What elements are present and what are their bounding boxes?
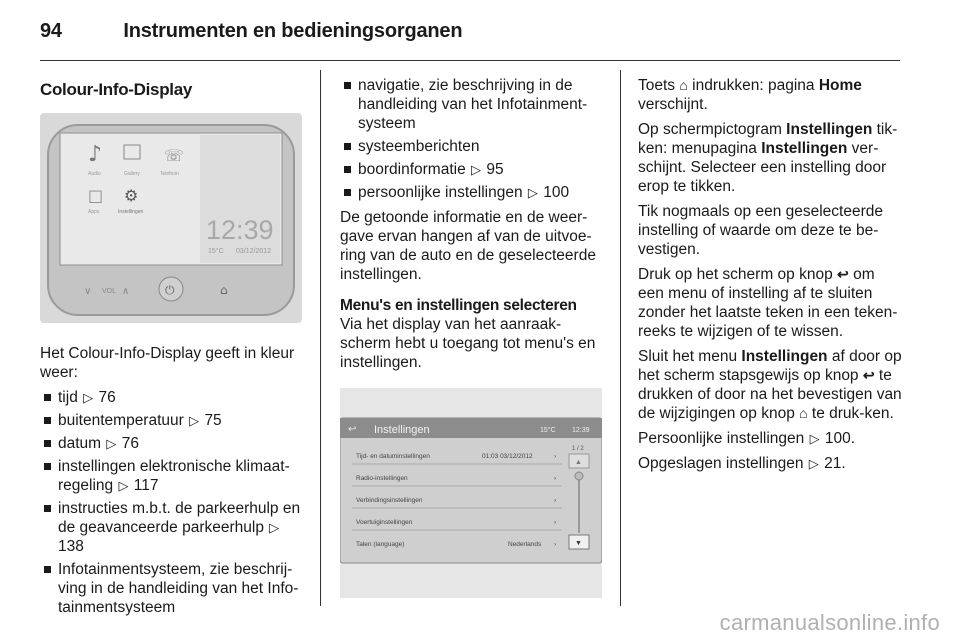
list-item: instructies m.b.t. de parkeerhulp en de geavanceerde parkeerhulp ▷ 138 (40, 499, 302, 556)
ref-arrow-icon: ▷ (808, 456, 819, 471)
column-divider (620, 70, 621, 606)
back-icon: ↩ (837, 266, 849, 282)
column-1 (40, 76, 302, 623)
ref-arrow-icon: ▷ (269, 520, 280, 535)
back-icon: ↩ (348, 424, 357, 435)
paragraph: Op schermpictogram Instellingen tik-ken: menupagina Instellingen ver-schijnt. Selecteer een instelling door erop te tikken. (638, 121, 898, 195)
screen-row-label: Radio-instellingen (356, 475, 408, 482)
screen-row-value: 01:03 03/12/2012 (482, 453, 533, 460)
screen-row-value: Nederlands (508, 541, 542, 548)
disp-vol: VOL (102, 288, 117, 295)
disp-date: 03/12/2012 (236, 248, 272, 255)
paragraph: De getoonde informatie en de weer-gave ervan hangen af van de uitvoe-ring van de auto en de geselecteerde instellingen. (340, 209, 596, 283)
power-icon: ⏻ (165, 283, 175, 297)
chevron-right-icon: › (554, 541, 557, 548)
ref-arrow-icon: ▷ (471, 162, 482, 177)
chevron-down-icon: ∨ (84, 286, 92, 297)
scroll-up-icon: ▲ (575, 459, 582, 466)
chevron-right-icon: › (554, 453, 557, 460)
back-icon: ↩ (862, 367, 875, 383)
music-icon: ♪ (88, 142, 103, 167)
intro-text: Het Colour-Info-Display geeft in kleur weer: (40, 345, 295, 381)
list-item: boordinformatie ▷ 95 (340, 160, 602, 179)
screen-temp: 15°C (540, 427, 556, 434)
settings-screen-illustration (340, 388, 602, 598)
screen-page: 1 / 2 (572, 446, 584, 452)
chevron-right-icon: › (554, 475, 557, 482)
home-icon: ⌂ (679, 77, 688, 93)
display-illustration (40, 113, 302, 323)
disp-clock: 12:39 (206, 215, 274, 245)
chevron-right-icon: › (554, 519, 557, 526)
screen-row-label: Verbindingsinstellingen (356, 497, 423, 504)
chapter-title: Instrumenten en bedieningsorganen (123, 20, 463, 42)
watermark: carmanualsonline.info (719, 610, 940, 635)
apps-icon: □ (88, 186, 104, 205)
paragraph: Persoonlijke instellingen ▷ 100. (638, 430, 856, 447)
ref-arrow-icon: ▷ (189, 413, 200, 428)
disp-label-gallery: Gallery (124, 171, 140, 177)
disp-label-audio: Audio (88, 171, 101, 177)
paragraph: Tik nogmaals op een geselecteerde instelling of waarde om deze te be-vestigen. (638, 203, 883, 258)
paragraph: Via het display van het aanraak-scherm hebt u toegang tot menu's en instellingen. (340, 316, 596, 371)
section-title: Colour-Info-Display (40, 80, 193, 99)
paragraph: Toets ⌂ indrukken: pagina Home verschijnt. (638, 77, 862, 113)
paragraph: Sluit het menu Instellingen af door op het scherm stapsgewijs op knop ↩ te drukken of door na het bevestigen van de wijzigingen op knop ⌂ te druk-ken. (638, 348, 902, 422)
info-list-continued (340, 76, 602, 202)
list-item: datum ▷ 76 (40, 434, 302, 453)
disp-label-instellingen: Instellingen (118, 209, 144, 215)
header-rule (40, 60, 900, 61)
gear-icon: ⚙ (124, 186, 139, 205)
home-icon: ⌂ (799, 405, 808, 421)
ref-arrow-icon: ▷ (809, 431, 820, 446)
column-2 (340, 76, 602, 603)
column-divider (320, 70, 321, 606)
paragraph: Opgeslagen instellingen ▷ 21. (638, 455, 846, 472)
list-item: navigatie, zie beschrijving in de handleiding van het Infotainment-systeem (340, 76, 602, 133)
home-icon: ⌂ (220, 283, 228, 297)
ref-arrow-icon: ▷ (83, 390, 94, 405)
screen-row-label: Talen (language) (356, 541, 405, 548)
phone-icon: ☏ (164, 146, 185, 165)
disp-label-apps: Apps (88, 209, 100, 215)
list-item: instellingen elektronische klimaat-regeling ▷ 117 (40, 457, 302, 495)
page-header (40, 20, 462, 43)
disp-temp: 15°C (208, 248, 224, 255)
info-list (40, 388, 302, 617)
screen-row-label: Voertuiginstellingen (356, 519, 413, 526)
ref-arrow-icon: ▷ (527, 185, 538, 200)
chevron-right-icon: › (554, 497, 557, 504)
screen-row-label: Tijd- en datuminstellingen (356, 453, 430, 460)
scroll-down-icon: ▼ (575, 540, 582, 547)
list-item: persoonlijke instellingen ▷ 100 (340, 183, 602, 202)
subheading: Menu's en instellingen selecteren (340, 297, 577, 314)
list-item: Infotainmentsysteem, zie beschrij-ving in de handleiding van het Info-tainmentsysteem (40, 560, 302, 617)
ref-arrow-icon: ▷ (106, 436, 117, 451)
screen-title: Instellingen (374, 424, 430, 436)
list-item: buitentemperatuur ▷ 75 (40, 411, 302, 430)
list-item: systeemberichten (340, 137, 602, 156)
chevron-up-icon: ∧ (122, 286, 130, 297)
paragraph: Druk op het scherm op knop ↩ om een menu of instelling af te sluiten zonder het laatste teken in een teken-reeks te wijzigen of te wissen. (638, 266, 898, 340)
screen-time: 12:39 (572, 427, 590, 434)
column-3 (638, 76, 902, 479)
list-item: tijd ▷ 76 (40, 388, 302, 407)
page-number: 94 (40, 20, 62, 42)
disp-label-telefoon: Telefoon (160, 171, 179, 177)
ref-arrow-icon: ▷ (118, 478, 129, 493)
